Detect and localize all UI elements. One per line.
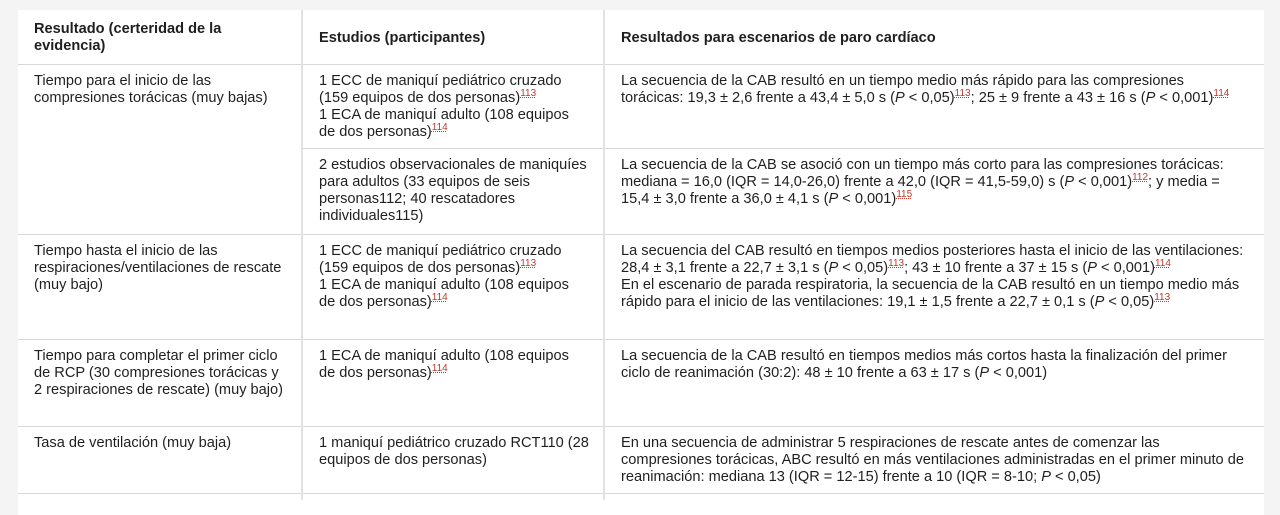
evidence-table	[18, 10, 1264, 500]
result-paragraph: La secuencia del CAB resultó en tiempos medios posteriores hasta el inicio de las ventilaciones: 28,4 ± 3,1 frente a 22,7 ± 3,1 s (P < 0,05)$^{113}$; 43 ± 10 frente a 37 ± 15 s (P < 0,001)$^{114}$	[621, 243, 1244, 276]
table-row	[18, 427, 1264, 494]
table-row	[18, 65, 1264, 149]
studies-cell: 1 maniquí pediátrico cruzado RCT110 (28 equipos de dos personas)	[302, 427, 604, 494]
reference-link[interactable]: 113	[954, 88, 971, 99]
outcome-cell: Tasa de ventilación (muy baja)	[18, 427, 302, 494]
header-results: Resultados para escenarios de paro cardíaco	[604, 10, 1264, 65]
reference-link[interactable]: 114	[431, 292, 448, 303]
table-row	[18, 340, 1264, 427]
reference-link[interactable]: 113	[1154, 292, 1171, 303]
results-cell: En una secuencia de administrar 5 respiraciones de rescate antes de comenzar las compresiones torácicas, ABC resultó en más ventilaciones administradas en el primer minuto de reanimación: mediana 13 (IQR = 12-15) frente a 10 (IQR = 8-10; P < 0,05)	[604, 427, 1264, 494]
reference-link[interactable]: 114	[431, 363, 448, 374]
p-value-symbol: P	[1094, 294, 1105, 310]
studies-cell	[302, 65, 604, 149]
studies-cell	[302, 494, 604, 501]
studies-text: 1 ECC de maniquí pediátrico cruzado (159 equipos de dos personas)	[319, 73, 562, 106]
p-value-symbol: P	[1145, 90, 1156, 106]
studies-cell	[302, 340, 604, 427]
reference-link[interactable]: 113	[520, 88, 537, 99]
reference-link[interactable]: 114	[1154, 258, 1171, 269]
table-header-row	[18, 10, 1264, 65]
reference-link[interactable]: 113	[520, 258, 537, 269]
results-cell	[604, 235, 1264, 340]
outcome-cell: Tiempo para completar el primer ciclo de RCP (30 compresiones torácicas y 2 respiraciones de rescate) (muy bajo)	[18, 340, 302, 427]
evidence-table-container	[18, 10, 1264, 515]
studies-text: 1 ECA de maniquí adulto (108 equipos de dos personas)	[319, 348, 569, 381]
p-value-symbol: P	[1041, 469, 1051, 485]
outcome-cell: Tiempo hasta el inicio de las respiraciones/ventilaciones de rescate (muy bajo)	[18, 235, 302, 340]
studies-cell: 2 estudios observacionales de maniquíes para adultos (33 equipos de seis personas112; 40 rescatadores individuales115)	[302, 149, 604, 235]
results-cell: La secuencia de la CAB resultó en un tiempo medio más rápido para las compresiones torácicas: 19,3 ± 2,6 frente a 43,4 ± 5,0 s (P < 0,05)$^{113}$; 25 ± 9 frente a 43 ± 16 s (P < 0,001)$^{114}$	[604, 65, 1264, 149]
reference-link[interactable]: 113	[888, 258, 905, 269]
outcome-cell	[18, 494, 302, 501]
studies-text: 1 ECA de maniquí adulto (108 equipos de dos personas)$^{114}$	[319, 277, 569, 310]
studies-cell	[302, 235, 604, 340]
reference-link[interactable]: 114	[1213, 88, 1230, 99]
p-value-symbol: P	[1064, 174, 1075, 190]
p-value-symbol: P	[895, 90, 905, 106]
studies-text: 1 ECC de maniquí pediátrico cruzado (159 equipos de dos personas)	[319, 243, 562, 276]
p-value-symbol: P	[979, 365, 990, 381]
header-studies: Estudios (participantes)	[302, 10, 604, 65]
p-value-symbol: P	[828, 260, 839, 276]
outcome-cell: Tiempo para el inicio de las compresiones torácicas (muy bajas)	[18, 65, 302, 235]
table-row	[18, 494, 1264, 501]
table-row	[18, 235, 1264, 340]
results-cell: La secuencia de la CAB resultó en tiempos medios más cortos hasta la finalización del primer ciclo de reanimación (30:2): 48 ± 10 frente a 63 ± 17 s (P < 0,001)	[604, 340, 1264, 427]
header-outcome: Resultado (certeridad de la evidencia)	[18, 10, 302, 65]
reference-link[interactable]: 112	[1132, 172, 1149, 183]
results-cell: La secuencia de la CAB se asoció con un tiempo más corto para las compresiones torácicas: mediana = 16,0 (IQR = 14,0-26,0) frente a 42,0 (IQR = 41,5-59,0) s (P < 0,001)$^{112}$; y media = 15,4 ± 3,0 frente a 36,0 ± 4,1 s (P < 0,001)$^{115}$	[604, 149, 1264, 235]
studies-text: 1 ECA de maniquí adulto (108 equipos de dos personas)$^{114}$	[319, 107, 569, 140]
result-paragraph: En el escenario de parada respiratoria, la secuencia de la CAB resultó en un tiempo medio más rápido para el inicio de las ventilaciones: 19,1 ± 1,5 frente a 22,7 ± 0,1 s (P < 0,05)$^{113}$	[621, 277, 1240, 310]
reference-link[interactable]: 115	[896, 189, 913, 200]
results-cell	[604, 494, 1264, 501]
p-value-symbol: P	[828, 191, 839, 207]
p-value-symbol: P	[1087, 260, 1097, 276]
reference-link[interactable]: 114	[431, 122, 448, 133]
